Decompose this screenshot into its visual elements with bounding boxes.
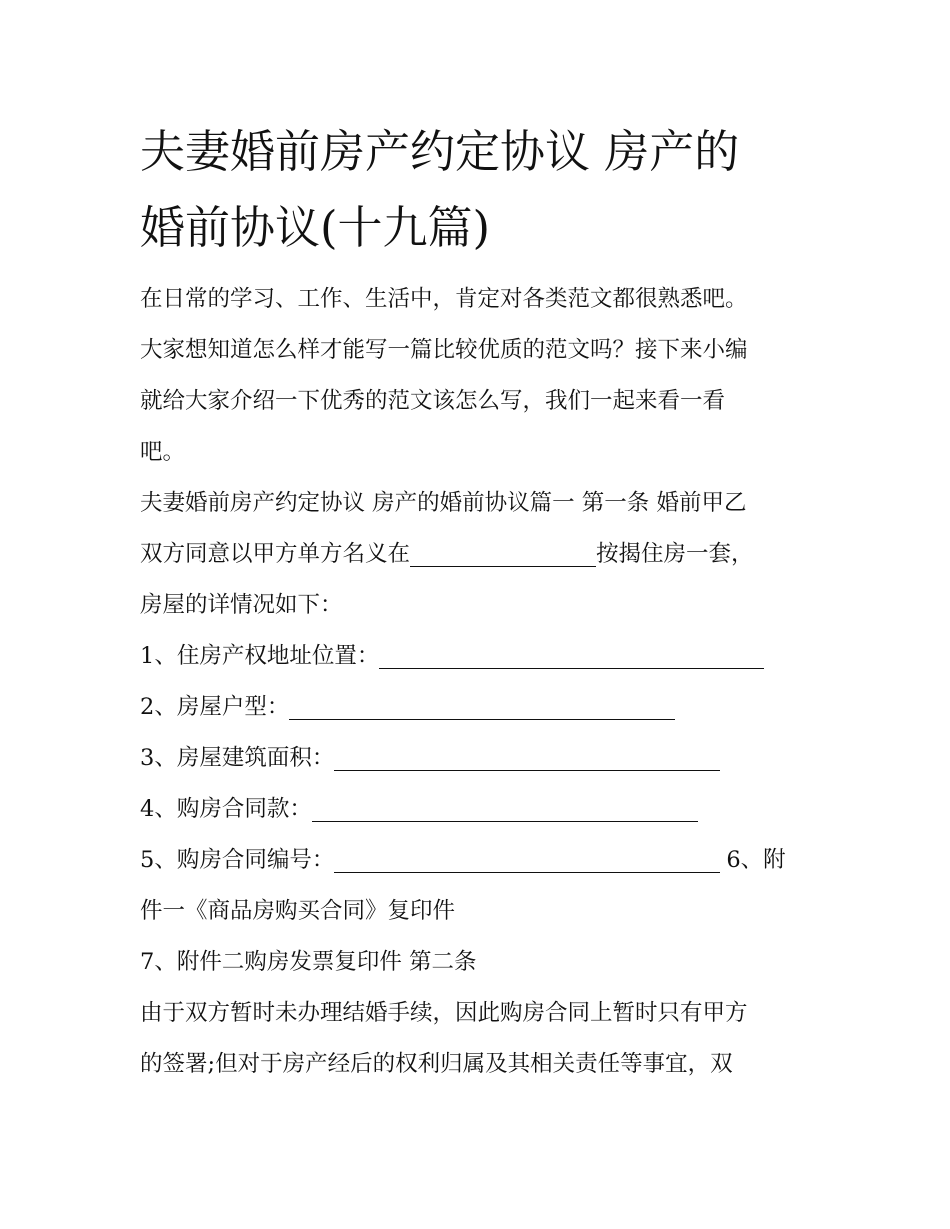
document-body [140,274,820,1090]
layout-blank [289,689,675,720]
list-item [140,631,820,682]
item-label: 2、房屋户型： [140,694,290,720]
address-blank [379,638,764,669]
paragraph-line: 由于双方暂时未办理结婚手续，因此购房合同上暂时只有甲方 [140,1000,748,1026]
item-label: 6、附 [726,847,786,873]
item-label: 4、购房合同款： [140,796,312,822]
section-heading-text: 双方同意以甲方单方名义在 [140,541,411,567]
list-item [140,733,820,784]
item-label: 5、购房合同编号： [140,847,335,873]
item-label: 3、房屋建筑面积： [140,745,335,771]
location-blank [410,536,596,567]
area-blank [334,740,720,771]
section-heading-line [140,529,820,580]
intro-line: 吧。 [140,439,186,465]
list-item: 件一《商品房购买合同》复印件 [140,898,456,924]
intro-line: 在日常的学习、工作、生活中，肯定对各类范文都很熟悉吧。 [140,286,748,312]
intro-line: 就给大家介绍一下优秀的范文该怎么写，我们一起来看一看 [140,388,726,414]
list-item [140,682,820,733]
item-label: 1、住房产权地址位置： [140,643,380,669]
list-item [140,835,820,886]
title-line-1: 夫妻婚前房产约定协议 房产的 [140,125,740,178]
list-item [140,784,820,835]
section-heading-line: 夫妻婚前房产约定协议 房产的婚前协议篇一 第一条 婚前甲乙 [140,490,747,516]
contract-amount-blank [312,791,698,822]
title-line-2: 婚前协议(十九篇) [140,201,491,254]
contract-number-blank [334,842,720,873]
section-heading-line: 房屋的详情况如下： [140,592,343,618]
intro-line: 大家想知道怎么样才能写一篇比较优质的范文吗？接下来小编 [140,337,748,363]
paragraph-line: 的签署;但对于房产经后的权利归属及其相关责任等事宜，双 [140,1051,733,1077]
document-title [140,114,830,266]
section-heading-text: 按揭住房一套， [596,541,754,567]
list-item: 7、附件二购房发票复印件 第二条 [140,949,477,975]
